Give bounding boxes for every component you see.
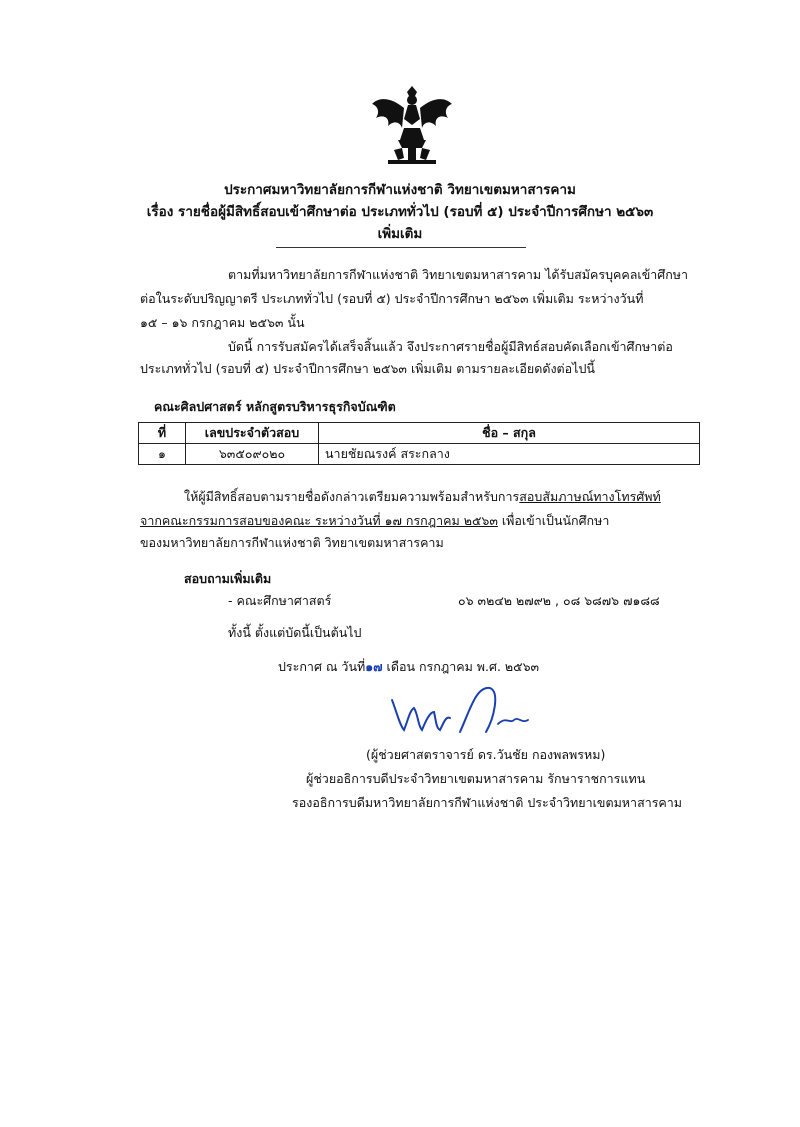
contact-item: - คณะศึกษาศาสตร์ xyxy=(228,593,332,608)
table-header-row xyxy=(139,423,700,444)
announcement-title: ประกาศมหาวิทยาลัยการกีฬาแห่งชาติ วิทยาเขตมหาสารคาม xyxy=(224,182,576,198)
row-name: นายชัยณรงค์ สระกลาง xyxy=(319,444,700,465)
instruction-line-2 xyxy=(140,510,609,531)
signatory-title-2: รองอธิการบดีมหาวิทยาลัยการกีฬาแห่งชาติ ประจำวิทยาเขตมหาสารคาม xyxy=(292,795,683,810)
announce-prefix: ประกาศ ณ วันที่ xyxy=(278,659,366,674)
col-header-name: ชื่อ – สกุล xyxy=(319,423,700,444)
signatory-name: (ผู้ช่วยศาสตราจารย์ ดร.วันชัย กองพลพรหม) xyxy=(366,747,606,762)
table-row xyxy=(139,444,700,465)
title-divider xyxy=(276,247,526,248)
signature-icon xyxy=(386,680,546,738)
handwritten-day: ๑๗ xyxy=(365,659,383,674)
faculty-heading: คณะศิลปศาสตร์ หลักสูตรบริหารธุรกิจบัณฑิต xyxy=(154,399,396,414)
intro-paragraph-2-line-2: ประเภททั่วไป (รอบที่ ๕) ประจำปีการศึกษา ๒๕๖๓ เพิ่มเติม ตามรายละเอียดดังต่อไปนี้ xyxy=(140,361,595,376)
announcement-subject: เรื่อง รายชื่อผู้มีสิทธิ์สอบเข้าศึกษาต่อ ประเภททั่วไป (รอบที่ ๕) ประจำปีการศึกษา ๒๕๖๓ xyxy=(146,204,654,220)
candidate-table xyxy=(138,422,700,465)
instruction-line-1 xyxy=(184,486,661,507)
garuda-emblem-icon xyxy=(368,84,456,170)
intro-paragraph-1-line-2: ต่อในระดับปริญญาตรี ประเภททั่วไป (รอบที่ ๕) ประจำปีการศึกษา ๒๕๖๓ เพิ่มเติม ระหว่างวันที่ xyxy=(140,291,644,306)
contact-phones: ๐๖ ๓๒๔๒ ๒๗๙๒ , ๐๘ ๖๘๗๖ ๗๑๘๘ xyxy=(458,593,660,608)
row-exam-id: ๖๓๕๐๙๐๒๐ xyxy=(186,444,319,465)
contact-heading: สอบถามเพิ่มเติม xyxy=(184,571,272,586)
intro-paragraph-1-line-3: ๑๕ – ๑๖ กรกฎาคม ๒๕๖๓ นั้น xyxy=(140,315,305,330)
phone-interview-emphasis: สอบสัมภาษณ์ทางโทรศัพท์ xyxy=(519,489,661,504)
announce-date xyxy=(278,656,539,677)
announce-suffix: เดือน กรกฎาคม พ.ศ. ๒๕๖๓ xyxy=(382,659,540,674)
announcement-addendum: เพิ่มเติม xyxy=(377,226,423,242)
effective-statement: ทั้งนี้ ตั้งแต่บัดนี้เป็นต้นไป xyxy=(228,625,362,640)
instruction-text: เพื่อเข้าเป็นนักศึกษา xyxy=(497,513,610,528)
row-no: ๑ xyxy=(139,444,186,465)
intro-paragraph-2-line-1: บัดนี้ การรับสมัครได้เสร็จสิ้นแล้ว จึงประกาศรายชื่อผู้มีสิทธ์สอบคัดเลือกเข้าศึกษาต่อ xyxy=(228,339,673,354)
instruction-text: ให้ผู้มีสิทธิ์สอบตามรายชื่อดังกล่าวเตรียมความพร้อมสำหรับการ xyxy=(184,489,520,504)
col-header-no: ที่ xyxy=(139,423,186,444)
col-header-exam-id: เลขประจำตัวสอบ xyxy=(186,423,319,444)
instruction-line-3: ของมหาวิทยาลัยการกีฬาแห่งชาติ วิทยาเขตมหาสารคาม xyxy=(140,535,444,550)
interview-date-emphasis: จากคณะกรรมการสอบของคณะ ระหว่างวันที่ ๑๗ กรกฎาคม ๒๕๖๓ xyxy=(140,513,498,528)
intro-paragraph-1-line-1: ตามที่มหาวิทยาลัยการกีฬาแห่งชาติ วิทยาเขตมหาสารคาม ได้รับสมัครบุคคลเข้าศึกษา xyxy=(228,267,689,282)
signatory-title-1: ผู้ช่วยอธิการบดีประจำวิทยาเขตมหาสารคาม รักษาราชการแทน xyxy=(306,771,646,786)
